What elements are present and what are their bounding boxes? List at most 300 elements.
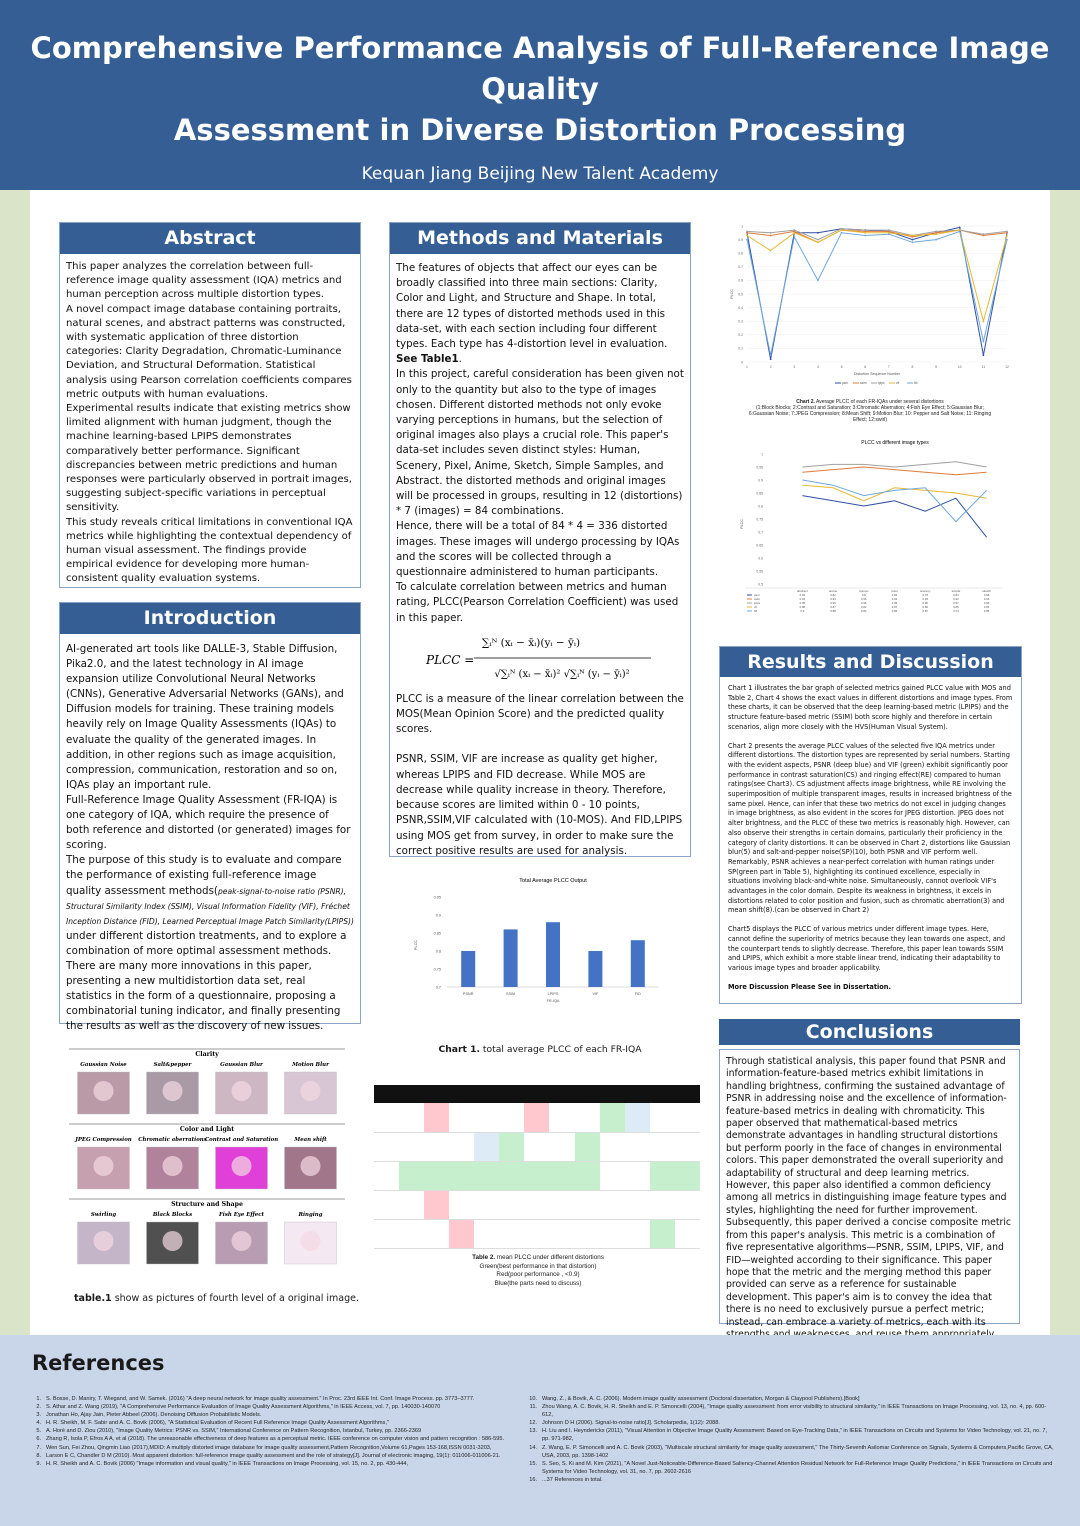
table2-cell [374, 1219, 399, 1248]
chart3-table-value: 0.84 [799, 593, 806, 597]
chart2-point [1006, 239, 1008, 241]
chart3-series-line [802, 467, 986, 475]
chart3-table-value: 0.92 [953, 597, 959, 601]
chart2-point [982, 233, 984, 235]
table2-cell [675, 1161, 700, 1190]
chart2-xtick: 3 [793, 365, 796, 369]
chart3-category-label: simple [951, 589, 961, 593]
chart2-point [746, 235, 748, 237]
chart2-point [770, 358, 772, 360]
chart2-ytick: 0.3 [738, 319, 743, 324]
chart3-table-value: 0.96 [861, 601, 867, 605]
table1-sample-face [301, 1231, 321, 1251]
table2-cell [374, 1161, 399, 1190]
chart2-point [912, 239, 914, 241]
methods-p2: In this project, careful consideration has been given not only to the quantity but also to the type of images chosen. Different distorted methods not only evoke varying perceptions in humans, but the selection of original images also plays a crucial role. This paper's data-set includes seven distinct styles: Human, Scenery, Pixel, Anime, Sketch, Simple Samples, and Abstract. the distorted methods and original images will be processed in groups, resulting in 12 (distortions) * 7 (images) = 84 combinations. [396, 368, 684, 518]
chart3-table-value: 0.87 [922, 609, 928, 613]
chart2-ytick: 0.7 [738, 265, 743, 270]
reference-text: H. Liu and I. Heynderickx (2011), "Visual Attention in Objective Image Quality Assessment: Based on Eye-Tracking Data," in IEEE Transactions on Circuits and Systems for Video Technology, vol. 21, no. 7, pp. 971-982, [542, 1428, 1048, 1443]
table2-caption [434, 1254, 642, 1288]
reference-text: S. Athar and Z. Wang (2019), "A Comprehensive Performance Evaluation of Image Quality Assessment Algorithms," in IEEE Access, vol. 7, pp. 140030-140070 [46, 1404, 441, 1411]
chart2-point [746, 231, 748, 233]
table2-cell [449, 1161, 474, 1190]
chart2-xtick: 11 [981, 365, 986, 369]
table1-caption-text: show as pictures of fourth level of a original image. [111, 1293, 359, 1304]
chart2-xtick: 7 [887, 365, 890, 369]
chart2-series-line [747, 231, 1007, 355]
plcc-formula [396, 628, 684, 690]
table2-cell [549, 1161, 574, 1190]
chart3-ytick: 0.95 [756, 465, 763, 470]
abstract-panel [59, 222, 361, 588]
chart2-point [817, 232, 819, 234]
abstract-p2: A novel compact image database containing portraits, natural scenes, and abstract patterns was constructed, with systematic application of three distortion categories: Clarity Degradation, Chromatic-Luminance Deviation, and Structural Deformation. Statistical analysis using Pearson correlation coefficients compares metric outputs with human evaluations. [66, 303, 352, 400]
chart2-legend-label: ssim [860, 381, 867, 386]
chart3-table-value: 0.82 [830, 593, 836, 597]
table2-cell [474, 1190, 499, 1219]
table1-section-title: Color and Light [179, 1126, 235, 1133]
chart2-ytick: 0.1 [738, 346, 743, 351]
reference-number: 9. [36, 1460, 41, 1467]
table2-cell [675, 1219, 700, 1248]
table1-sample-face [94, 1231, 114, 1251]
table2-cell [524, 1132, 549, 1161]
table2-cell [524, 1219, 549, 1248]
table1-sample-face [94, 1156, 114, 1176]
chart1-ytick: 0.7 [435, 985, 441, 990]
table1-section-title: Clarity [195, 1051, 219, 1058]
reference-item [526, 1395, 1056, 1403]
reference-item [30, 1403, 510, 1411]
formula-lhs: PLCC = [426, 652, 475, 667]
reference-item [526, 1460, 1056, 1476]
introduction-panel [59, 602, 361, 1033]
table2-header-cell [600, 1085, 625, 1103]
chart2-xtick: 10 [957, 365, 962, 369]
chart3-series-line [802, 485, 986, 501]
chart1-ytick: 0.9 [435, 913, 441, 918]
table2-cell [524, 1190, 549, 1219]
chart3-table-value: 0.82 [891, 593, 898, 597]
table2-cell [575, 1161, 600, 1190]
reference-text: Z. Wang, E. P. Simoncelli and A. C. Bovik (2003), "Multiscale structural similarity for image quality assessment," The Thirty-Seventh Asilomar Conference on Signals, Systems & Computers,Pacific Grove, CA, USA, 2003, pp. 1398-1402 [542, 1444, 1054, 1459]
table2-cell [399, 1132, 424, 1161]
chart3-table-value: 0.83 [983, 605, 990, 609]
table2-caption-l1 [434, 1254, 642, 1263]
chart3-title: PLCC vs different image types [861, 440, 929, 446]
table1-svg [69, 1045, 345, 1290]
chart3-ylabel: PLCC [740, 519, 744, 529]
chart3-category-label: sketch [982, 589, 991, 593]
reference-number: 15. [529, 1460, 537, 1467]
table1-sample-face [232, 1231, 252, 1251]
chart2-xtick: 6 [864, 365, 867, 369]
abstract-p1: This paper analyzes the correlation between full-reference image quality assessment (IQA) metrics and human perception across multiple distortion types. [66, 261, 342, 301]
reference-number: 14. [529, 1444, 537, 1451]
chart1-ytick: 0.85 [433, 931, 441, 936]
table2-cell [625, 1219, 650, 1248]
table2-cell [650, 1103, 675, 1132]
table2-cell [474, 1103, 499, 1132]
intro-p3-c: under different distortion treatments, and to explore a combination of more optimal assessment methods. [66, 929, 347, 957]
table2-row [374, 1190, 700, 1219]
chart2-legend-label: lpips [878, 381, 885, 386]
methods-p3: Hence, there will be a total of 84 * 4 = 336 distorted images. These images will undergo processing by IQAs and the scores will be collected through a questionnaire administered to human participants. [396, 520, 680, 579]
table1-sample-face [232, 1081, 252, 1101]
table2-header-cell [524, 1085, 549, 1103]
references-title: References [32, 1351, 165, 1375]
chart2-xtick: 9 [935, 365, 938, 369]
plcc-formula-svg [396, 628, 684, 690]
chart1-caption-text: total average PLCC of each FR-IQA [480, 1044, 642, 1055]
reference-text: Wen Sun, Fei Zhou, Qingmin Liao (2017),MDID: A multiply distorted image database for image quality assessment,Pattern Recognition,Volume 61,Pages 153-168,ISSN 0031-3203, [46, 1444, 492, 1451]
table2-cell [549, 1190, 574, 1219]
references-section [0, 1335, 1080, 1526]
reference-text: Zhang R, Isola P, Efros A A, et al (2018). The unreasonable effectiveness of deep features as a perceptual metric. IEEE conference on computer vision and pattern recognition : 586-595. [46, 1436, 505, 1443]
chart2-series-line [747, 229, 1007, 240]
reference-item [30, 1419, 510, 1427]
chart2-point [864, 229, 866, 231]
chart2-point [864, 232, 866, 234]
chart1-bar [546, 922, 560, 987]
table2-cell [575, 1219, 600, 1248]
reference-number: 4. [36, 1420, 41, 1427]
chart3-ytick: 1 [761, 452, 763, 457]
table1-distortion-label: Gaussian Blur [220, 1062, 263, 1068]
abstract-p3: Experimental results indicate that existing metrics show limited alignment with human judgment, though the machine learning-based LPIPS demonstrates comparatively better performance. Significant discrepancies between metric predictions and human responses were particularly observed in portrait images, suggesting subject-specific variations in perceptual sensitivity. [66, 403, 353, 514]
chart1-xtick: LPIPS [547, 992, 559, 996]
table2-header-cell [449, 1085, 474, 1103]
reference-number: 7. [36, 1444, 41, 1451]
table2-cell [600, 1190, 625, 1219]
poster-header [0, 0, 1080, 190]
chart3-table-value: 0.78 [922, 593, 928, 597]
table2-cell [449, 1219, 474, 1248]
reference-text: H. R. Sheikh, M. F. Sabir and A. C. Bovik (2006), "A Statistical Evaluation of Recent Full Reference Image Quality Assessment Algorithms," [46, 1420, 389, 1427]
chart1-svg [389, 867, 691, 1017]
conclusions-box [719, 1049, 1020, 1328]
reference-text: Zhou Wang, A. C. Bovik, H. R. Sheikh and E. P. Simoncelli (2004), "Image quality assessment: from error visibility to structural similarity," in IEEE Transactions on Image Processing, vol. 13, no. 4, pp. 600-612, [542, 1404, 1047, 1419]
table2-caption-l3: Red(poor performance , <0.9) [496, 1271, 580, 1279]
table2-header-cell [374, 1085, 399, 1103]
table2-cell [499, 1103, 524, 1132]
table1-distortion-label: Contrast and Saturation [204, 1137, 279, 1143]
chart3-table-value: 0.8 [861, 593, 866, 597]
table1-caption-bold: table.1 [74, 1293, 112, 1304]
reference-number: 11. [529, 1404, 537, 1411]
chart1-ytick: 0.75 [433, 967, 441, 972]
table2-cell [449, 1190, 474, 1219]
chart3-table-value: 0.95 [861, 597, 867, 601]
chart3-ytick: 0.8 [758, 504, 763, 509]
chart1-bar [504, 929, 518, 987]
table2-caption-l2: Green(best performance in that distortion) [479, 1262, 597, 1270]
table2-header-row [374, 1085, 700, 1103]
table1-figure [69, 1045, 345, 1305]
abstract-p4: This study reveals critical limitations in conventional IQA metrics while highlighting the contextual dependency of human visual assessment. The findings provide empirical evidence for developing more human-consistent quality evaluation systems. [66, 516, 353, 585]
chart3-table-value: 0.83 [953, 593, 959, 597]
references-right-column [526, 1395, 1056, 1484]
chart2-point [770, 235, 772, 237]
intro-p1: AI-generated art tools like DALLE-3, Stable Diffusion, Pika2.0, and the latest technology in AI image expansion utilize Convolutional Neural Networks (CNNs), Generative Adversarial Networks (GANs), and Diffusion models for training. These training models heavily rely on Image Quality Assessments (IQAs) to evaluate the quality of the generated images. In addition, in other regions such as image acquisition, compression, communication, restoration and so on, IQAs play an important rule. [66, 643, 344, 791]
chart3-svg [727, 434, 1009, 614]
table2-cell [625, 1161, 650, 1190]
chart2-point [793, 232, 795, 234]
reference-number: 13. [529, 1428, 537, 1435]
table2-cell [650, 1219, 675, 1248]
reference-item [30, 1444, 510, 1452]
chart1-ytick: 0.95 [433, 895, 441, 900]
table2-cell [650, 1132, 675, 1161]
chart1-caption-bold: Chart 1. [438, 1044, 480, 1055]
chart2-svg [725, 220, 1015, 392]
table2-cell [600, 1103, 625, 1132]
chart2-point [864, 235, 866, 237]
table2-row [374, 1132, 700, 1161]
chart1-caption [389, 1044, 691, 1055]
table1-distortion-label: Salt&pepper [153, 1062, 192, 1068]
chart2-point [888, 229, 890, 231]
chart2-ytick: 0.4 [738, 305, 743, 310]
reference-item [526, 1476, 1056, 1484]
reference-item [30, 1395, 510, 1403]
chart3-table-value: 0.93 [799, 597, 806, 601]
reference-text: Johnson D H (2006). Signal-to-noise ratio[J]. Scholarpedia, 1(12): 2088. [542, 1420, 720, 1427]
table2-cell [499, 1219, 524, 1248]
reference-item [30, 1452, 510, 1460]
poster-title [0, 0, 1080, 151]
table2 [374, 1085, 700, 1249]
see-table1-link: See Table1 [396, 353, 459, 366]
table2-cell [575, 1190, 600, 1219]
table2-cell [675, 1190, 700, 1219]
chart2-point [746, 239, 748, 241]
chart3-table-value: 0.93 [922, 597, 928, 601]
methods-panel [389, 222, 691, 857]
reference-number: 1. [36, 1396, 41, 1402]
chart3-table-value: 0.88 [799, 605, 806, 609]
chart2-point [982, 341, 984, 343]
chart2-point [935, 233, 937, 235]
chart2-xtick: 1 [746, 365, 748, 369]
conclusions-title: Conclusions [719, 1019, 1020, 1045]
chart2-point [912, 235, 914, 237]
chart2-point [793, 236, 795, 238]
table2-cell [399, 1190, 424, 1219]
table1-sample-face [301, 1081, 321, 1101]
reference-text: S. Seo, S. Ki and M. Kim (2021), "A Novel Just-Noticeable-Difference-Based Saliency-Channel Attention Residual Network for Full-Reference Image Quality Predictions," in IEEE Transactions on Circuits and Systems for Video Technology, vol. 31, no. 7, pp. 2602-2616 [542, 1460, 1053, 1475]
chart1-title: Total Average PLCC Output [519, 878, 587, 884]
table2-cell [499, 1132, 524, 1161]
chart3-table-value: 0.86 [922, 605, 928, 609]
chart3-table-value: 0.82 [861, 605, 867, 609]
chart2-ytick: 0.9 [738, 237, 743, 242]
table2-header-cell [575, 1085, 600, 1103]
chart2-point [935, 239, 937, 241]
chart1-bar [588, 951, 602, 987]
title-line-1: Comprehensive Performance Analysis of Full-Reference Image Quality [30, 31, 1050, 106]
chart2-point [1006, 231, 1008, 233]
reference-item [526, 1427, 1056, 1443]
table2-header-cell [474, 1085, 499, 1103]
chart3-category-label: scenery [919, 589, 931, 593]
poster-body [30, 190, 1050, 1335]
reference-text: ...37 References in total. [542, 1476, 603, 1483]
chart3-table-value: 0.74 [953, 609, 959, 613]
methods-title: Methods and Materials [390, 223, 690, 254]
chart3-ytick: 0.6 [758, 556, 763, 561]
table2-cell [600, 1132, 625, 1161]
chart2-xtick: 2 [769, 365, 772, 369]
chart3-table-value: 0.84 [861, 609, 867, 613]
methods-text [390, 254, 690, 866]
table2-cell [474, 1219, 499, 1248]
chart3-legend-label: fid [754, 609, 758, 613]
chart2-legend-label: vif [896, 381, 900, 386]
table2-cell [650, 1161, 675, 1190]
reference-item [30, 1435, 510, 1443]
table1-section-title: Structure and Shape [171, 1201, 243, 1208]
chart3-ytick: 0.5 [758, 582, 763, 587]
chart3-table-value: 0.9 [800, 609, 805, 613]
methods-p6: PSNR, SSIM, VIF are increase as quality get higher, whereas LPIPS and FID decrease. While MOS are decrease while quality increase in theory. Therefore, because scores are limited within 0 - 10 points, PSNR,SSIM,VIF calculated with (10-MOS). And FID,LPIPS using MOS get from survey, in order to make sure the correct positive results are used for analysis. [396, 753, 683, 857]
chart3-table-value: 0.95 [799, 601, 806, 605]
methods-p4: To calculate correlation between metrics and human rating, PLCC(Pearson Correlation Coefficient) was used in this paper. [396, 581, 679, 624]
table2-cell [499, 1190, 524, 1219]
reference-item [30, 1427, 510, 1435]
chart1-xtick: FID [634, 992, 641, 996]
table2-header-cell [625, 1085, 650, 1103]
formula-denominator: √∑ᵢᴺ (xᵢ − x̄ᵢ)² √∑ᵢᴺ (yᵢ − ȳᵢ)² [494, 668, 630, 680]
reference-number: 3. [36, 1412, 41, 1419]
table2-caption-bold: Table 2. [472, 1254, 496, 1261]
chart3-table-value: 0.87 [891, 605, 898, 609]
chart3-table-value: 0.88 [830, 609, 836, 613]
chart3-legend-label: psnr [754, 593, 760, 597]
table2-cell [449, 1132, 474, 1161]
table2-figure [374, 1085, 700, 1245]
intro-p3 [66, 853, 354, 959]
reference-number: 5. [36, 1428, 41, 1435]
methods-p5: PLCC is a measure of the linear correlation between the MOS(Mean Opinion Score) and the predicted quality scores. [396, 692, 684, 736]
reference-number: 8. [36, 1452, 41, 1459]
chart2-point [817, 239, 819, 241]
table1-distortion-label: Mean shift [294, 1137, 327, 1143]
table2-row [374, 1219, 700, 1248]
see-table1-dot: . [458, 353, 462, 366]
conclusions-text [720, 1050, 1019, 1347]
table2-cell [374, 1103, 399, 1132]
conclusions-panel [719, 1019, 1020, 1328]
table2-cell [424, 1103, 449, 1132]
chart2-series-line [747, 227, 1007, 359]
table2-cell [625, 1103, 650, 1132]
introduction-title: Introduction [60, 603, 360, 634]
chart2-point [959, 231, 961, 233]
intro-p4: There are many more innovations in this paper, presenting a new multidistortion data set, real statistics in the form of a questionnaire, proposing a combinatorial tuning indicator, and finally presenting the results as well as the discovery of new issues. [66, 959, 341, 1033]
table2-header-cell [650, 1085, 675, 1103]
chart3-table-value: 0.94 [830, 597, 836, 601]
chart1-bar [631, 940, 645, 987]
results-p1: Chart 1 illustrates the bar graph of selected metrics gained PLCC value with MOS and Table 2, Chart 4 shows the exact values in different distortions and image types. From these charts, it can be observed that the deep learning-based metric (LPIPS) and the structure feature-based metric (SSIM) both score highly and therefore in certain scenarios, align more closely with the HVS(Human Visual System). [728, 684, 1013, 731]
table2-cell [424, 1190, 449, 1219]
table2-cell [549, 1219, 574, 1248]
chart1-xtick: VIF [592, 992, 599, 996]
chart2-point [982, 354, 984, 356]
chart2-point [817, 280, 819, 282]
table2-header-cell [675, 1085, 700, 1103]
reference-item [526, 1419, 1056, 1427]
table2-cell [374, 1190, 399, 1219]
table2-caption-text: mean PLCC under different distortions [495, 1254, 604, 1261]
results-p3: Chart5 displays the PLCC of various metrics under different image types. Here, cannot define the superiority of metrics because they lean towards one aspect, and the counterpart tends to slightly decrease. Therefore, this paper lean towards SSIM and LPIPS, which exhibit a more stable linear trend, indicating their adaptability to various image types and broader applicability. [728, 925, 1006, 972]
introduction-text [60, 634, 360, 1042]
chart1-bar [461, 951, 475, 987]
table1-sample-face [163, 1231, 183, 1251]
chart2-point [841, 229, 843, 231]
table2-cell [474, 1132, 499, 1161]
table2-header-cell [399, 1085, 424, 1103]
chart3-series-line [802, 496, 986, 538]
table1-caption [74, 1293, 359, 1304]
reference-item [30, 1460, 510, 1468]
formula-numerator: ∑ᵢᴺ (xᵢ − x̄ᵢ)(yᵢ − ȳᵢ) [481, 636, 581, 649]
chart3-ytick: 0.55 [756, 569, 763, 574]
results-p2: Chart 2 presents the average PLCC values of the selected five IQA metrics under different distortions. The distortion types are represented by serial numbers. Starting with the evident aspects, PSNR (deep blue) and VIF (green) exhibit significantly poor performance in contrast saturation(CS) and ringing effect(RE) compared to human ratings(see Chart3). CS adjustment affects image brightness, while RE involving the superimposition of multiple transparent images, results in increased brightness of the same pixel. Hence, can infer that these two metrics do not excel in judging changes in image brightness, as also evident in the scores for JPEG distortion. JPEG does not alter brightness, and the PLCC of these two metrics is reasonably high. However, can also observe their strengths in certain domains, particularly their proficiency in the category of clarity distortions. It can be observed in Chart 2, distortions like Gaussian blur(5) and salt-and-pepper noise(SP)(10), both PSNR and VIF perform well. Remarkably, PSNR achieves a near-perfect correlation with human ratings under SP(green part in Table 5), highlighting its continued excellence, especially in situations involving black-and-white noise. Simultaneously, cannot overlook VIF's advantages in the color domain. Despite its weakness in brightness, it excels in distortions related to color position and fusion, such as chromatic aberration(3) and mean shift(8).(can be observed in Chart 2) [728, 741, 1012, 915]
table1-sample-face [163, 1156, 183, 1176]
chart3-table-value: 0.96 [922, 601, 928, 605]
results-more-link: More Discussion Please See in Dissertation. [728, 982, 891, 991]
table1-distortion-label: Fish Eye Effect [218, 1212, 265, 1218]
chart3-legend-label: ssim [754, 597, 761, 601]
table2-cell [575, 1132, 600, 1161]
chart2-figure [725, 220, 1015, 430]
chart1-ylabel: PLCC [414, 939, 418, 951]
chart2-point [888, 233, 890, 235]
table2-cell [675, 1103, 700, 1132]
chart3-figure [727, 434, 1009, 614]
table2-cell [524, 1103, 549, 1132]
intro-p3-a: The purpose of this study is to evaluate and compare the performance of existing full-reference image quality assessment methods( [66, 854, 342, 897]
table2-row [374, 1103, 700, 1132]
chart3-table-value: 0.93 [983, 597, 990, 601]
reference-text: S. Bosse, D. Maniry, T. Wiegand, and W. Samek. (2016) "A deep neural network for image quality assessment." In Proc. 23rd IEEE Int. Conf. Image Process. pp. 3773–3777. [46, 1396, 475, 1402]
chart2-ytick: 0.2 [738, 333, 743, 338]
table1-sample-face [301, 1156, 321, 1176]
chart3-category-label: abstract [797, 589, 808, 593]
chart2-legend-note: (1:Block Blocks; 2:Contrast and Saturation; 3:Chromatic Aberration; 4:Fish Eye Effect; 5:Gaussian Blur; 6:Gaussian Noise; 7:JPEG Compression; 8:Mean Shift; 9:Motion Blur; 10: Pepper and Salt Noise; 11: Ringing Effect; 12:swirl) [748, 405, 992, 423]
chart2-point [935, 231, 937, 233]
chart2-point [1006, 235, 1008, 237]
chart3-category-label: human [859, 589, 869, 593]
chart3-table-value: 0.96 [830, 601, 836, 605]
table2-cell [625, 1190, 650, 1219]
chart1-xtick: PSNR [462, 992, 474, 996]
chart3-legend-label: lpips [754, 601, 761, 605]
references-left-column [30, 1395, 510, 1468]
table1-distortion-label: Motion Blur [292, 1062, 329, 1068]
table2-cell [575, 1103, 600, 1132]
chart2-point [817, 241, 819, 243]
chart2-point [770, 232, 772, 234]
table2-cell [424, 1161, 449, 1190]
table1-distortion-label: Black Blocks [152, 1212, 193, 1218]
reference-text: Wang, Z., & Bovik, A. C. (2006). Modern image quality assessment (Doctoral dissertation, Morgan & Claypool Publishers).[Book] [542, 1396, 860, 1402]
table1-distortion-label: Chromatic aberrations [138, 1137, 207, 1143]
table2-cell [399, 1161, 424, 1190]
table2-cell [499, 1161, 524, 1190]
chart2-point [912, 241, 914, 243]
